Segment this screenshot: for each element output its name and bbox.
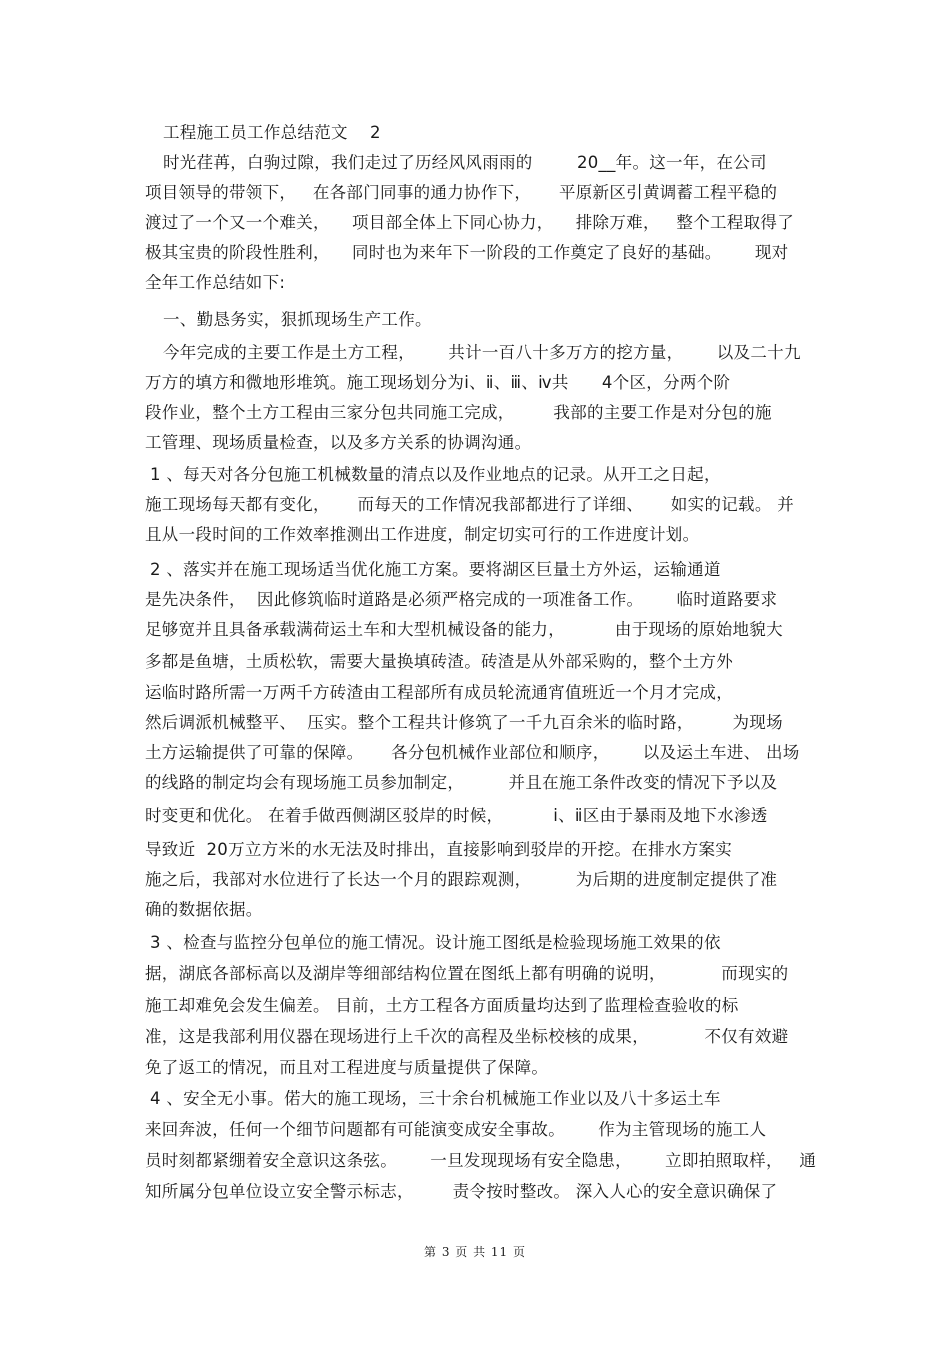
body-line: 确的数据依据。 [145, 900, 263, 919]
body-line: 导致近 20万立方米的水无法及时排出，直接影响到驳岸的开挖。在排水方案实 [145, 840, 733, 859]
body-line: 渡过了一个又一个难关， 项目部全体上下同心协力， 排除万难， 整个工程取得了 [145, 213, 794, 232]
body-line: 项目领导的带领下， 在各部门同事的通力协作下， 平原新区引黄调蓄工程平稳的 [145, 183, 778, 202]
body-line: 据，湖底各部标高以及湖岸等细部结构位置在图纸上都有明确的说明， 而现实的 [145, 964, 789, 983]
body-line: 是先决条件， 因此修筑临时道路是必须严格完成的一项准备工作。 临时道路要求 [145, 590, 778, 609]
section-heading: 一、勤恳务实，狠抓现场生产工作。 [163, 310, 432, 329]
body-line: 万方的填方和微地形堆筑。施工现场划分为ⅰ、ⅱ、ⅲ、ⅳ共 4个区，分两个阶 [145, 373, 731, 392]
body-line: 准，这是我部利用仪器在现场进行上千次的高程及坐标校核的成果， 不仅有效避 [145, 1027, 789, 1046]
body-line: 员时刻都紧绷着安全意识这条弦。 一旦发现现场有安全隐患， 立即拍照取样， 通 [145, 1151, 817, 1170]
body-line: 运临时路所需一万两千方砖渣由工程部所有成员轮流通宵值班近一个月才完成， [145, 683, 733, 702]
body-line: 全年工作总结如下: [145, 273, 286, 292]
body-line: 免了返工的情况，而且对工程进度与质量提供了保障。 [145, 1058, 549, 1077]
body-line: 然后调派机械整平、 压实。整个工程共计修筑了一千九百余米的临时路， 为现场 [145, 713, 783, 732]
numbered-item-4: 4 、安全无小事。偌大的施工现场，三十余台机械施工作业以及八十多运土车 [150, 1089, 721, 1108]
body-line: 今年完成的主要工作是土方工程， 共计一百八十多万方的挖方量， 以及二十九 [163, 343, 801, 362]
document-title: 工程施工员工作总结范文 2 [163, 123, 381, 142]
page-footer: 第 3 页 共 11 页 [424, 1245, 526, 1259]
body-line: 施工现场每天都有变化， 而每天的工作情况我部都进行了详细、 如实的记载。 并 [145, 495, 794, 514]
numbered-item-3: 3 、检查与监控分包单位的施工情况。设计施工图纸是检验现场施工效果的依 [150, 933, 721, 952]
body-line: 极其宝贵的阶段性胜利， 同时也为来年下一阶段的工作奠定了良好的基础。 现对 [145, 243, 789, 262]
body-line: 施工却难免会发生偏差。 目前，土方工程各方面质量均达到了监理检查验收的标 [145, 996, 739, 1015]
body-line: 知所属分包单位设立安全警示标志， 责令按时整改。 深入人心的安全意识确保了 [145, 1182, 778, 1201]
body-line: 工管理、现场质量检查，以及多方关系的协调沟通。 [145, 433, 532, 452]
body-line: 时变更和优化。 在着手做西侧湖区驳岸的时候， ⅰ、ⅱ区由于暴雨及地下水渗透 [145, 806, 768, 825]
numbered-item-1: 1 、每天对各分包施工机械数量的清点以及作业地点的记录。从开工之日起， [150, 465, 721, 484]
body-line: 且从一段时间的工作效率推测出工作进度，制定切实可行的工作进度计划。 [145, 525, 700, 544]
body-line: 来回奔波，任何一个细节问题都有可能演变成安全事故。 作为主管现场的施工人 [145, 1120, 767, 1139]
body-line: 施之后，我部对水位进行了长达一个月的跟踪观测， 为后期的进度制定提供了准 [145, 870, 778, 889]
body-line: 足够宽并且具备承载满荷运土车和大型机械设备的能力， 由于现场的原始地貌大 [145, 620, 783, 639]
body-line: 时光荏苒，白驹过隙，我们走过了历经风风雨雨的 20__年。这一年，在公司 [163, 153, 767, 172]
body-line: 段作业，整个土方工程由三家分包共同施工完成， 我部的主要工作是对分包的施 [145, 403, 772, 422]
body-line: 的线路的制定均会有现场施工员参加制定， 并且在施工条件改变的情况下予以及 [145, 773, 778, 792]
body-line: 土方运输提供了可靠的保障。 各分包机械作业部位和顺序， 以及运土车进、 出场 [145, 743, 800, 762]
body-line: 多都是鱼塘，土质松软，需要大量换填砖渣。砖渣是从外部采购的，整个土方外 [145, 652, 733, 671]
numbered-item-2: 2 、落实并在施工现场适当优化施工方案。要将湖区巨量土方外运，运输通道 [150, 560, 721, 579]
